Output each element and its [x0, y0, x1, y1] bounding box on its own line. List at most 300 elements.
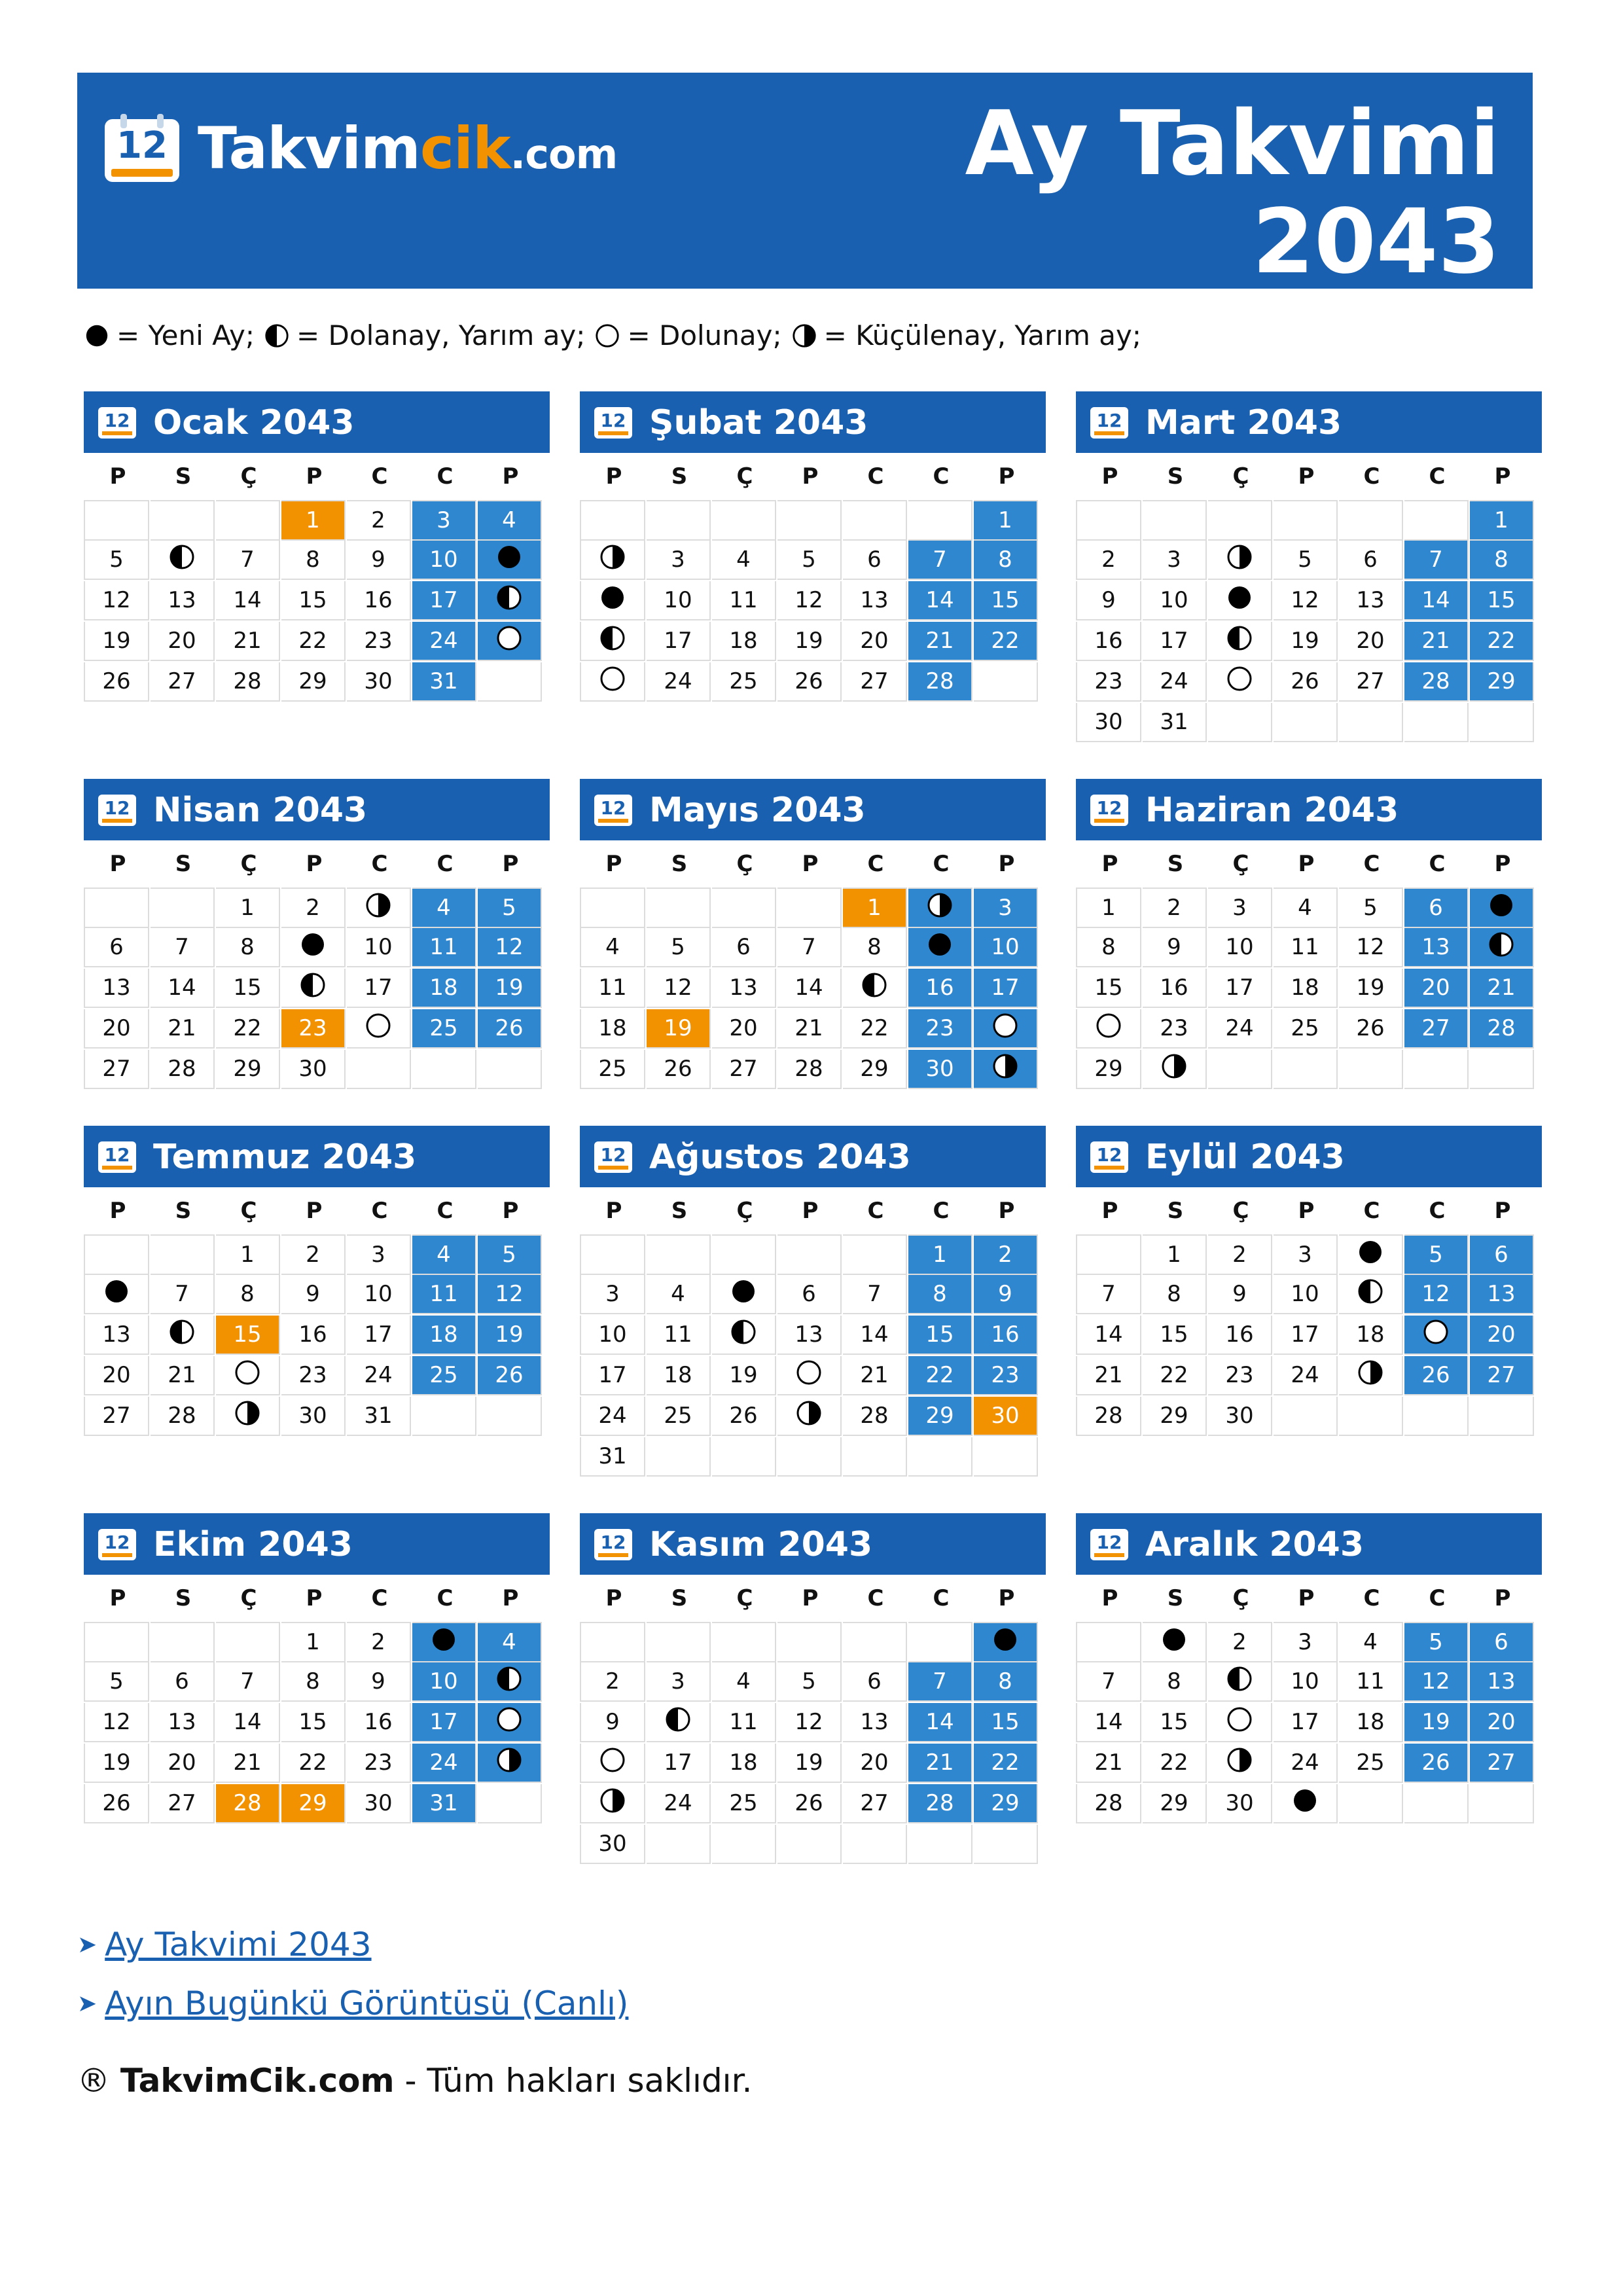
day-cell[interactable]: 12	[84, 581, 149, 620]
day-cell[interactable]: 22	[1143, 1744, 1207, 1783]
day-cell[interactable]: 3	[647, 1662, 711, 1702]
day-cell[interactable]: 17	[347, 1316, 411, 1355]
day-cell[interactable]: 11	[647, 1316, 711, 1355]
day-cell[interactable]: 19	[1404, 1703, 1469, 1742]
day-cell[interactable]: 21	[151, 1009, 215, 1049]
day-cell[interactable]	[1143, 1050, 1207, 1089]
day-cell[interactable]: 3	[1274, 1234, 1338, 1275]
day-cell[interactable]	[1208, 1744, 1272, 1783]
day-cell[interactable]: 22	[281, 622, 346, 661]
day-cell[interactable]: 27	[1470, 1744, 1534, 1783]
day-cell[interactable]	[1274, 1784, 1338, 1823]
day-cell[interactable]: 15	[974, 581, 1038, 620]
day-cell[interactable]: 18	[1274, 969, 1338, 1008]
day-cell[interactable]: 13	[1339, 581, 1403, 620]
day-cell[interactable]: 17	[412, 1703, 476, 1742]
day-cell[interactable]: 13	[151, 581, 215, 620]
day-cell[interactable]: 25	[412, 1356, 476, 1395]
day-cell[interactable]: 3	[580, 1275, 645, 1314]
day-cell[interactable]: 19	[478, 969, 542, 1008]
day-cell[interactable]: 21	[216, 622, 280, 661]
day-cell[interactable]: 24	[412, 1744, 476, 1783]
day-cell[interactable]: 4	[478, 500, 542, 541]
day-cell[interactable]: 9	[974, 1275, 1038, 1314]
day-cell[interactable]: 10	[412, 1662, 476, 1702]
day-cell[interactable]: 14	[908, 581, 972, 620]
day-cell[interactable]: 29	[1143, 1784, 1207, 1823]
day-cell[interactable]	[1339, 1275, 1403, 1314]
day-cell[interactable]: 5	[478, 888, 542, 928]
day-cell[interactable]: 17	[1274, 1703, 1338, 1742]
day-cell[interactable]	[478, 1744, 542, 1783]
day-cell[interactable]: 15	[281, 1703, 346, 1742]
day-cell[interactable]: 29	[908, 1397, 972, 1436]
day-cell[interactable]: 20	[84, 1356, 149, 1395]
day-cell[interactable]: 29	[281, 1784, 346, 1823]
day-cell[interactable]: 10	[347, 928, 411, 967]
day-cell[interactable]	[478, 1703, 542, 1742]
day-cell[interactable]: 25	[1339, 1744, 1403, 1783]
day-cell[interactable]	[580, 1784, 645, 1823]
day-cell[interactable]: 3	[1274, 1622, 1338, 1662]
day-cell[interactable]: 11	[712, 1703, 776, 1742]
day-cell[interactable]: 26	[647, 1050, 711, 1089]
day-cell[interactable]: 18	[712, 1744, 776, 1783]
day-cell[interactable]: 29	[1143, 1397, 1207, 1436]
day-cell[interactable]: 25	[412, 1009, 476, 1049]
day-cell[interactable]	[478, 1662, 542, 1702]
day-cell[interactable]: 17	[1143, 622, 1207, 661]
day-cell[interactable]: 9	[580, 1703, 645, 1742]
day-cell[interactable]: 27	[712, 1050, 776, 1089]
day-cell[interactable]: 28	[908, 1784, 972, 1823]
day-cell[interactable]: 16	[1208, 1316, 1272, 1355]
day-cell[interactable]	[647, 1703, 711, 1742]
day-cell[interactable]: 13	[843, 581, 907, 620]
day-cell[interactable]: 24	[647, 1784, 711, 1823]
day-cell[interactable]: 27	[151, 1784, 215, 1823]
day-cell[interactable]: 12	[1339, 928, 1403, 967]
day-cell[interactable]: 6	[151, 1662, 215, 1702]
day-cell[interactable]: 20	[151, 1744, 215, 1783]
day-cell[interactable]: 8	[281, 541, 346, 580]
day-cell[interactable]: 21	[151, 1356, 215, 1395]
day-cell[interactable]	[1339, 1234, 1403, 1275]
day-cell[interactable]: 27	[843, 1784, 907, 1823]
day-cell[interactable]: 29	[281, 662, 346, 702]
day-cell[interactable]: 9	[281, 1275, 346, 1314]
day-cell[interactable]: 29	[843, 1050, 907, 1089]
day-cell[interactable]: 19	[647, 1009, 711, 1049]
day-cell[interactable]: 7	[151, 928, 215, 967]
day-cell[interactable]: 9	[1208, 1275, 1272, 1314]
day-cell[interactable]: 26	[1339, 1009, 1403, 1049]
day-cell[interactable]: 7	[908, 541, 972, 580]
day-cell[interactable]: 29	[216, 1050, 280, 1089]
day-cell[interactable]: 15	[1143, 1316, 1207, 1355]
day-cell[interactable]: 24	[412, 622, 476, 661]
day-cell[interactable]: 12	[1274, 581, 1338, 620]
day-cell[interactable]: 15	[1076, 969, 1141, 1008]
day-cell[interactable]: 23	[281, 1356, 346, 1395]
day-cell[interactable]: 15	[1470, 581, 1534, 620]
day-cell[interactable]: 23	[908, 1009, 972, 1049]
day-cell[interactable]: 5	[84, 541, 149, 580]
day-cell[interactable]: 7	[908, 1662, 972, 1702]
day-cell[interactable]: 11	[580, 969, 645, 1008]
day-cell[interactable]	[1076, 1009, 1141, 1049]
day-cell[interactable]: 9	[1076, 581, 1141, 620]
day-cell[interactable]: 1	[1143, 1234, 1207, 1275]
day-cell[interactable]: 4	[712, 541, 776, 580]
day-cell[interactable]: 30	[1208, 1784, 1272, 1823]
day-cell[interactable]: 3	[412, 500, 476, 541]
day-cell[interactable]: 30	[281, 1397, 346, 1436]
day-cell[interactable]: 15	[1143, 1703, 1207, 1742]
day-cell[interactable]: 23	[347, 622, 411, 661]
day-cell[interactable]: 29	[1470, 662, 1534, 702]
day-cell[interactable]: 16	[908, 969, 972, 1008]
day-cell[interactable]: 20	[151, 622, 215, 661]
day-cell[interactable]: 13	[84, 969, 149, 1008]
day-cell[interactable]: 25	[712, 662, 776, 702]
day-cell[interactable]: 21	[908, 622, 972, 661]
day-cell[interactable]: 14	[216, 1703, 280, 1742]
day-cell[interactable]	[580, 541, 645, 580]
day-cell[interactable]: 9	[347, 1662, 411, 1702]
day-cell[interactable]	[1208, 541, 1272, 580]
day-cell[interactable]: 13	[777, 1316, 842, 1355]
day-cell[interactable]: 24	[1274, 1744, 1338, 1783]
day-cell[interactable]: 10	[647, 581, 711, 620]
day-cell[interactable]: 2	[281, 1234, 346, 1275]
day-cell[interactable]: 27	[84, 1397, 149, 1436]
day-cell[interactable]	[1208, 581, 1272, 620]
day-cell[interactable]: 31	[1143, 703, 1207, 742]
day-cell[interactable]: 4	[647, 1275, 711, 1314]
day-cell[interactable]: 31	[412, 662, 476, 702]
day-cell[interactable]: 24	[1208, 1009, 1272, 1049]
day-cell[interactable]: 22	[281, 1744, 346, 1783]
day-cell[interactable]: 11	[412, 1275, 476, 1314]
day-cell[interactable]	[1339, 1356, 1403, 1395]
day-cell[interactable]: 2	[281, 888, 346, 928]
link-moon-calendar[interactable]: Ay Takvimi 2043	[105, 1926, 372, 1964]
site-logo[interactable]	[105, 109, 617, 187]
day-cell[interactable]: 6	[843, 1662, 907, 1702]
day-cell[interactable]: 10	[1274, 1662, 1338, 1702]
day-cell[interactable]: 17	[974, 969, 1038, 1008]
day-cell[interactable]: 14	[908, 1703, 972, 1742]
day-cell[interactable]: 22	[843, 1009, 907, 1049]
link-moon-today[interactable]: Ayın Bugünkü Görüntüsü (Canlı)	[105, 1984, 629, 2022]
day-cell[interactable]: 26	[84, 1784, 149, 1823]
day-cell[interactable]: 3	[974, 888, 1038, 928]
day-cell[interactable]: 25	[647, 1397, 711, 1436]
day-cell[interactable]: 16	[1076, 622, 1141, 661]
day-cell[interactable]: 21	[1404, 622, 1469, 661]
day-cell[interactable]: 18	[1339, 1703, 1403, 1742]
day-cell[interactable]: 6	[1339, 541, 1403, 580]
day-cell[interactable]: 14	[777, 969, 842, 1008]
day-cell[interactable]: 2	[1208, 1234, 1272, 1275]
day-cell[interactable]: 7	[1404, 541, 1469, 580]
day-cell[interactable]: 9	[1143, 928, 1207, 967]
day-cell[interactable]	[1404, 1316, 1469, 1355]
day-cell[interactable]: 26	[777, 1784, 842, 1823]
day-cell[interactable]	[777, 1356, 842, 1395]
day-cell[interactable]: 13	[1404, 928, 1469, 967]
day-cell[interactable]: 28	[151, 1397, 215, 1436]
day-cell[interactable]: 11	[412, 928, 476, 967]
day-cell[interactable]: 1	[843, 888, 907, 928]
day-cell[interactable]: 10	[412, 541, 476, 580]
day-cell[interactable]: 8	[216, 928, 280, 967]
day-cell[interactable]: 5	[647, 928, 711, 967]
day-cell[interactable]: 6	[843, 541, 907, 580]
day-cell[interactable]: 22	[1143, 1356, 1207, 1395]
day-cell[interactable]: 6	[84, 928, 149, 967]
day-cell[interactable]: 28	[216, 662, 280, 702]
day-cell[interactable]	[843, 969, 907, 1008]
day-cell[interactable]: 26	[1404, 1356, 1469, 1395]
day-cell[interactable]: 5	[1404, 1622, 1469, 1662]
day-cell[interactable]: 26	[478, 1009, 542, 1049]
day-cell[interactable]: 29	[974, 1784, 1038, 1823]
day-cell[interactable]	[712, 1275, 776, 1314]
day-cell[interactable]: 7	[216, 1662, 280, 1702]
day-cell[interactable]: 21	[777, 1009, 842, 1049]
day-cell[interactable]: 19	[1274, 622, 1338, 661]
day-cell[interactable]: 8	[974, 541, 1038, 580]
day-cell[interactable]: 20	[1470, 1703, 1534, 1742]
day-cell[interactable]: 19	[84, 622, 149, 661]
day-cell[interactable]: 5	[1339, 888, 1403, 928]
day-cell[interactable]: 2	[580, 1662, 645, 1702]
day-cell[interactable]: 5	[1274, 541, 1338, 580]
day-cell[interactable]: 1	[281, 1622, 346, 1662]
day-cell[interactable]: 1	[1076, 888, 1141, 928]
day-cell[interactable]: 20	[1404, 969, 1469, 1008]
day-cell[interactable]: 17	[580, 1356, 645, 1395]
day-cell[interactable]: 13	[1470, 1275, 1534, 1314]
day-cell[interactable]: 17	[1274, 1316, 1338, 1355]
day-cell[interactable]: 15	[216, 1316, 280, 1355]
day-cell[interactable]: 30	[347, 1784, 411, 1823]
day-cell[interactable]: 5	[777, 541, 842, 580]
day-cell[interactable]: 12	[647, 969, 711, 1008]
day-cell[interactable]: 10	[1274, 1275, 1338, 1314]
day-cell[interactable]: 1	[1470, 500, 1534, 541]
day-cell[interactable]: 18	[580, 1009, 645, 1049]
day-cell[interactable]: 17	[647, 622, 711, 661]
day-cell[interactable]: 5	[84, 1662, 149, 1702]
day-cell[interactable]: 8	[216, 1275, 280, 1314]
day-cell[interactable]: 23	[347, 1744, 411, 1783]
day-cell[interactable]: 28	[216, 1784, 280, 1823]
day-cell[interactable]	[580, 622, 645, 661]
day-cell[interactable]: 29	[1076, 1050, 1141, 1089]
day-cell[interactable]: 19	[1339, 969, 1403, 1008]
day-cell[interactable]: 18	[647, 1356, 711, 1395]
day-cell[interactable]	[347, 888, 411, 928]
day-cell[interactable]: 28	[908, 662, 972, 702]
day-cell[interactable]: 12	[777, 581, 842, 620]
day-cell[interactable]: 13	[843, 1703, 907, 1742]
day-cell[interactable]: 17	[347, 969, 411, 1008]
day-cell[interactable]: 25	[712, 1784, 776, 1823]
day-cell[interactable]: 23	[1076, 662, 1141, 702]
day-cell[interactable]: 27	[1470, 1356, 1534, 1395]
day-cell[interactable]: 3	[1143, 541, 1207, 580]
day-cell[interactable]: 20	[712, 1009, 776, 1049]
day-cell[interactable]	[216, 1397, 280, 1436]
day-cell[interactable]: 5	[777, 1662, 842, 1702]
day-cell[interactable]: 24	[580, 1397, 645, 1436]
day-cell[interactable]: 19	[478, 1316, 542, 1355]
day-cell[interactable]	[580, 581, 645, 620]
day-cell[interactable]	[347, 1009, 411, 1049]
day-cell[interactable]	[974, 1622, 1038, 1662]
day-cell[interactable]: 23	[974, 1356, 1038, 1395]
day-cell[interactable]: 12	[777, 1703, 842, 1742]
day-cell[interactable]: 8	[281, 1662, 346, 1702]
day-cell[interactable]: 8	[843, 928, 907, 967]
day-cell[interactable]: 27	[84, 1050, 149, 1089]
day-cell[interactable]: 8	[1470, 541, 1534, 580]
day-cell[interactable]: 14	[1076, 1703, 1141, 1742]
day-cell[interactable]: 7	[1076, 1275, 1141, 1314]
day-cell[interactable]: 31	[412, 1784, 476, 1823]
day-cell[interactable]: 4	[580, 928, 645, 967]
day-cell[interactable]	[1208, 1703, 1272, 1742]
day-cell[interactable]: 24	[1143, 662, 1207, 702]
day-cell[interactable]: 12	[1404, 1662, 1469, 1702]
day-cell[interactable]	[151, 541, 215, 580]
day-cell[interactable]: 6	[1404, 888, 1469, 928]
day-cell[interactable]	[908, 928, 972, 967]
day-cell[interactable]: 28	[843, 1397, 907, 1436]
day-cell[interactable]: 12	[478, 1275, 542, 1314]
day-cell[interactable]: 6	[712, 928, 776, 967]
day-cell[interactable]: 31	[580, 1437, 645, 1477]
day-cell[interactable]: 22	[216, 1009, 280, 1049]
day-cell[interactable]: 18	[412, 969, 476, 1008]
day-cell[interactable]: 18	[412, 1316, 476, 1355]
day-cell[interactable]: 8	[1143, 1662, 1207, 1702]
day-cell[interactable]: 27	[1339, 662, 1403, 702]
day-cell[interactable]: 18	[1339, 1316, 1403, 1355]
day-cell[interactable]: 30	[281, 1050, 346, 1089]
day-cell[interactable]: 7	[151, 1275, 215, 1314]
day-cell[interactable]: 13	[151, 1703, 215, 1742]
day-cell[interactable]: 24	[1274, 1356, 1338, 1395]
day-cell[interactable]: 7	[1076, 1662, 1141, 1702]
day-cell[interactable]: 19	[777, 622, 842, 661]
day-cell[interactable]: 22	[908, 1356, 972, 1395]
day-cell[interactable]: 3	[1208, 888, 1272, 928]
day-cell[interactable]: 14	[843, 1316, 907, 1355]
day-cell[interactable]: 1	[216, 888, 280, 928]
day-cell[interactable]	[281, 969, 346, 1008]
day-cell[interactable]: 21	[1076, 1744, 1141, 1783]
day-cell[interactable]: 14	[216, 581, 280, 620]
day-cell[interactable]: 17	[412, 581, 476, 620]
day-cell[interactable]: 11	[1274, 928, 1338, 967]
day-cell[interactable]	[281, 928, 346, 967]
day-cell[interactable]: 16	[347, 1703, 411, 1742]
day-cell[interactable]	[712, 1316, 776, 1355]
day-cell[interactable]: 5	[478, 1234, 542, 1275]
day-cell[interactable]: 16	[1143, 969, 1207, 1008]
day-cell[interactable]: 30	[908, 1050, 972, 1089]
day-cell[interactable]: 21	[216, 1744, 280, 1783]
day-cell[interactable]: 26	[478, 1356, 542, 1395]
day-cell[interactable]: 4	[412, 888, 476, 928]
day-cell[interactable]: 20	[843, 1744, 907, 1783]
day-cell[interactable]: 15	[908, 1316, 972, 1355]
day-cell[interactable]: 23	[281, 1009, 346, 1049]
day-cell[interactable]: 9	[347, 541, 411, 580]
day-cell[interactable]: 4	[712, 1662, 776, 1702]
day-cell[interactable]: 2	[1208, 1622, 1272, 1662]
day-cell[interactable]: 5	[1404, 1234, 1469, 1275]
day-cell[interactable]: 10	[1143, 581, 1207, 620]
day-cell[interactable]: 4	[478, 1622, 542, 1662]
day-cell[interactable]: 30	[347, 662, 411, 702]
day-cell[interactable]	[908, 888, 972, 928]
day-cell[interactable]: 19	[712, 1356, 776, 1395]
day-cell[interactable]: 11	[712, 581, 776, 620]
day-cell[interactable]: 15	[216, 969, 280, 1008]
day-cell[interactable]: 23	[1143, 1009, 1207, 1049]
day-cell[interactable]	[478, 541, 542, 580]
day-cell[interactable]: 11	[1339, 1662, 1403, 1702]
day-cell[interactable]: 24	[647, 662, 711, 702]
day-cell[interactable]: 2	[1143, 888, 1207, 928]
day-cell[interactable]: 10	[580, 1316, 645, 1355]
day-cell[interactable]: 15	[974, 1703, 1038, 1742]
day-cell[interactable]: 2	[974, 1234, 1038, 1275]
day-cell[interactable]: 1	[908, 1234, 972, 1275]
day-cell[interactable]	[1470, 888, 1534, 928]
day-cell[interactable]: 28	[1076, 1784, 1141, 1823]
day-cell[interactable]: 14	[151, 969, 215, 1008]
day-cell[interactable]	[777, 1397, 842, 1436]
day-cell[interactable]: 1	[281, 500, 346, 541]
day-cell[interactable]: 7	[216, 541, 280, 580]
day-cell[interactable]: 20	[1470, 1316, 1534, 1355]
day-cell[interactable]: 26	[84, 662, 149, 702]
day-cell[interactable]: 13	[712, 969, 776, 1008]
day-cell[interactable]: 27	[843, 662, 907, 702]
day-cell[interactable]	[478, 581, 542, 620]
day-cell[interactable]	[151, 1316, 215, 1355]
day-cell[interactable]: 2	[1076, 541, 1141, 580]
day-cell[interactable]: 2	[347, 500, 411, 541]
day-cell[interactable]	[1208, 622, 1272, 661]
day-cell[interactable]: 10	[1208, 928, 1272, 967]
day-cell[interactable]	[412, 1622, 476, 1662]
day-cell[interactable]: 16	[281, 1316, 346, 1355]
day-cell[interactable]: 7	[843, 1275, 907, 1314]
day-cell[interactable]	[1470, 928, 1534, 967]
day-cell[interactable]: 25	[1274, 1009, 1338, 1049]
day-cell[interactable]: 10	[347, 1275, 411, 1314]
day-cell[interactable]: 22	[974, 1744, 1038, 1783]
day-cell[interactable]: 26	[777, 662, 842, 702]
day-cell[interactable]: 26	[712, 1397, 776, 1436]
